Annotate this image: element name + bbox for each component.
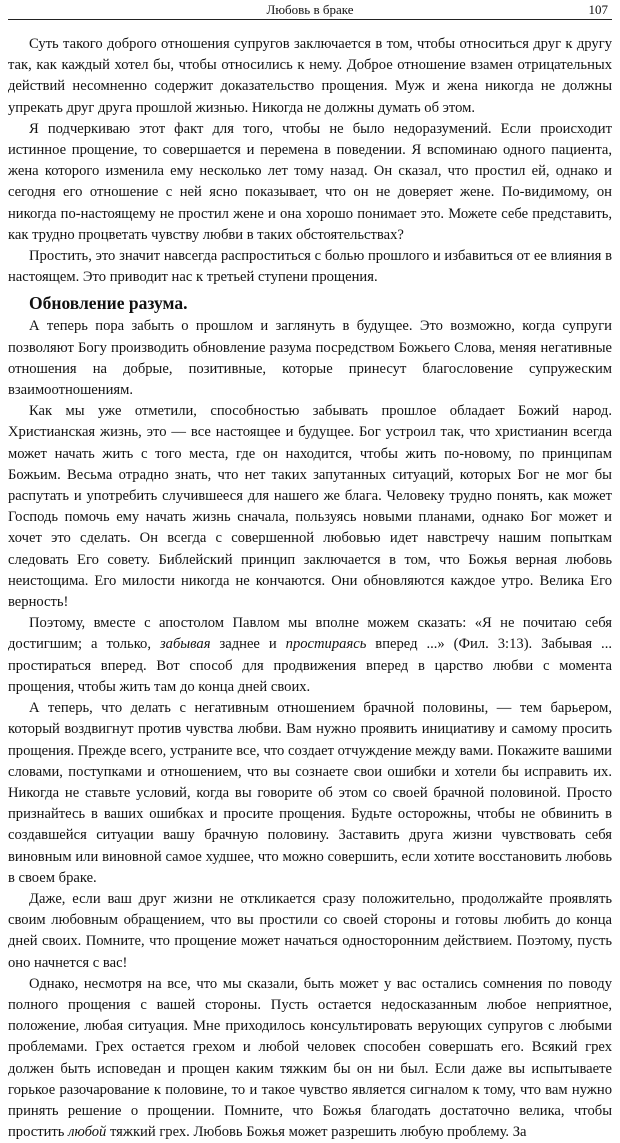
paragraph: А теперь, что делать с негативным отношением брачной половины, — тем барьером, который воздвигнут против чувства любви. Вам нужно проявить инициативу и самому просить прощения. Прежде всего, устраните все, что создает отчуждение между вами. Покажите вашими словами, поступками и отношением, что вы сознаете свои ошибки и хотели бы исправить их. Никогда не ставьте условий, когда вы говорите об этом со своей брачной половиной. Просто признайтесь в ваших ошибках и просите прощения. Будьте осторожны, чтобы не обвинить в создавшейся ситуации вашу брачную половину. Заставить друга жизни чувствовать себя виновным или виновной самое худшее, что можно совершить, если хотите восстановить любовь в своем браке. bbox=[8, 700, 612, 886]
paragraph: Даже, если ваш друг жизни не откликается сразу положительно, продолжайте проявлять своим любовным обращением, что вы простили со своей стороны и готовы любить до конца дней своих. Помните, что прощение может начаться односторонним действием. Поэтому, пусть оно начнется с вас! bbox=[8, 890, 612, 971]
italic-word: любой bbox=[68, 1124, 107, 1141]
italic-word: простираясь bbox=[285, 636, 367, 653]
text-run: вперед ...» (Фил. 3:13). Забывая ... простираться вперед. Вот способ для продвижения вперед в царство любви с момента прощения, чтобы жить там до конца дней своих. bbox=[8, 636, 612, 695]
paragraph: Как мы уже отметили, способностью забывать прошлое обладает Божий народ. Христианская жизнь, это — все настоящее и будущее. Бог устроил так, что христианин всегда может начать жить с того места, где он находится, чтобы жить по-новому, по принципам Божьим. Весьма отрадно знать, что нет таких запутанных ситуаций, которых Бог не мог бы распутать и употребить случившееся для нашего же блага. Человеку трудно понять, как может Господь помочь ему начать жизнь сначала, пользуясь новыми планами, однако Бог может и хочет это сделать. Он всегда с совершенной любовью идет навстречу нашим попыткам следовать Его совету. Библейский принцип заключается в том, что Божья верная любовь неистощима. Его милости никогда не кончаются. Они обновляются каждое утро. Велика Его верность! bbox=[8, 403, 612, 611]
text-run: Однако, несмотря на все, что мы сказали, быть может у вас остались сомнения по поводу полного прощения с вашей стороны. Пусть остается недосказанным любое неприятное, положение, любая ситуация. Мне приходилось консультировать верующих супругов с любыми проблемами. Грех остается грехом и любой человек способен совершать его. Всякий грех должен быть исповедан и прощен каким тяжким бы он ни был. Если даже вы испытываете горькое разочарование к половине, то и такое чувство является сигналом к тому, что вам нужно принять решение о прощении. Помните, что Божья благодать достаточно велика, чтобы простить bbox=[8, 975, 612, 1141]
page-number: 107 bbox=[588, 2, 608, 17]
italic-word: забывая bbox=[159, 636, 211, 653]
paragraph: Суть такого доброго отношения супругов заключается в том, чтобы относиться друг к другу так, как каждый хотел бы, чтобы относились к нему. Доброе отношение взамен отрицательных действий несомненно содержит доказательство прощения. Муж и жена никогда не должны упрекать друг друга прошлой жизнью. Никогда не должны думать об этом. bbox=[8, 36, 612, 116]
paragraph bbox=[8, 974, 612, 1143]
paragraph: Простить, это значит навсегда распроститься с болью прошлого и избавиться от ее влияния в настоящем. Это приводит нас к третьей ступени прощения. bbox=[8, 248, 612, 286]
text-run: тяжкий грех. Любовь Божья может разрешить любую проблему. За bbox=[106, 1124, 527, 1141]
paragraph: А теперь пора забыть о прошлом и заглянуть в будущее. Это возможно, когда супруги позволяют Богу производить обновление разума посредством Божьего Слова, меняя негативные отношения на добрые, позитивные, которые принесут благословение супружеским взаимоотношениям. bbox=[8, 318, 612, 399]
text-run: заднее и bbox=[210, 636, 286, 653]
running-title: Любовь в браке bbox=[266, 2, 354, 17]
section-heading: Обновление разума. bbox=[29, 293, 188, 314]
text-run: Поэтому, вместе с апостолом Павлом мы вполне можем сказать: «Я не почитаю себя достигшим; а только, bbox=[8, 615, 612, 653]
page-body bbox=[8, 20, 612, 1143]
quote-paragraph bbox=[8, 613, 612, 698]
paragraph: Я подчеркиваю этот факт для того, чтобы не было недоразумений. Если происходит истинное прощение, то совершается и перемена в поведении. Я вспоминаю одного пациента, жена которого изменила ему несколько лет тому назад. Он сказал, что простил ей, однако и сегодня его отношение с ней ясно показывает, что он не доверяет жене. По-видимому, он никогда по-настоящему не простил жене и она хорошо понимает это. Можете себе представить, как трудно процветать чувству любви в таких обстоятельствах? bbox=[8, 120, 612, 243]
page-header bbox=[8, 0, 612, 20]
